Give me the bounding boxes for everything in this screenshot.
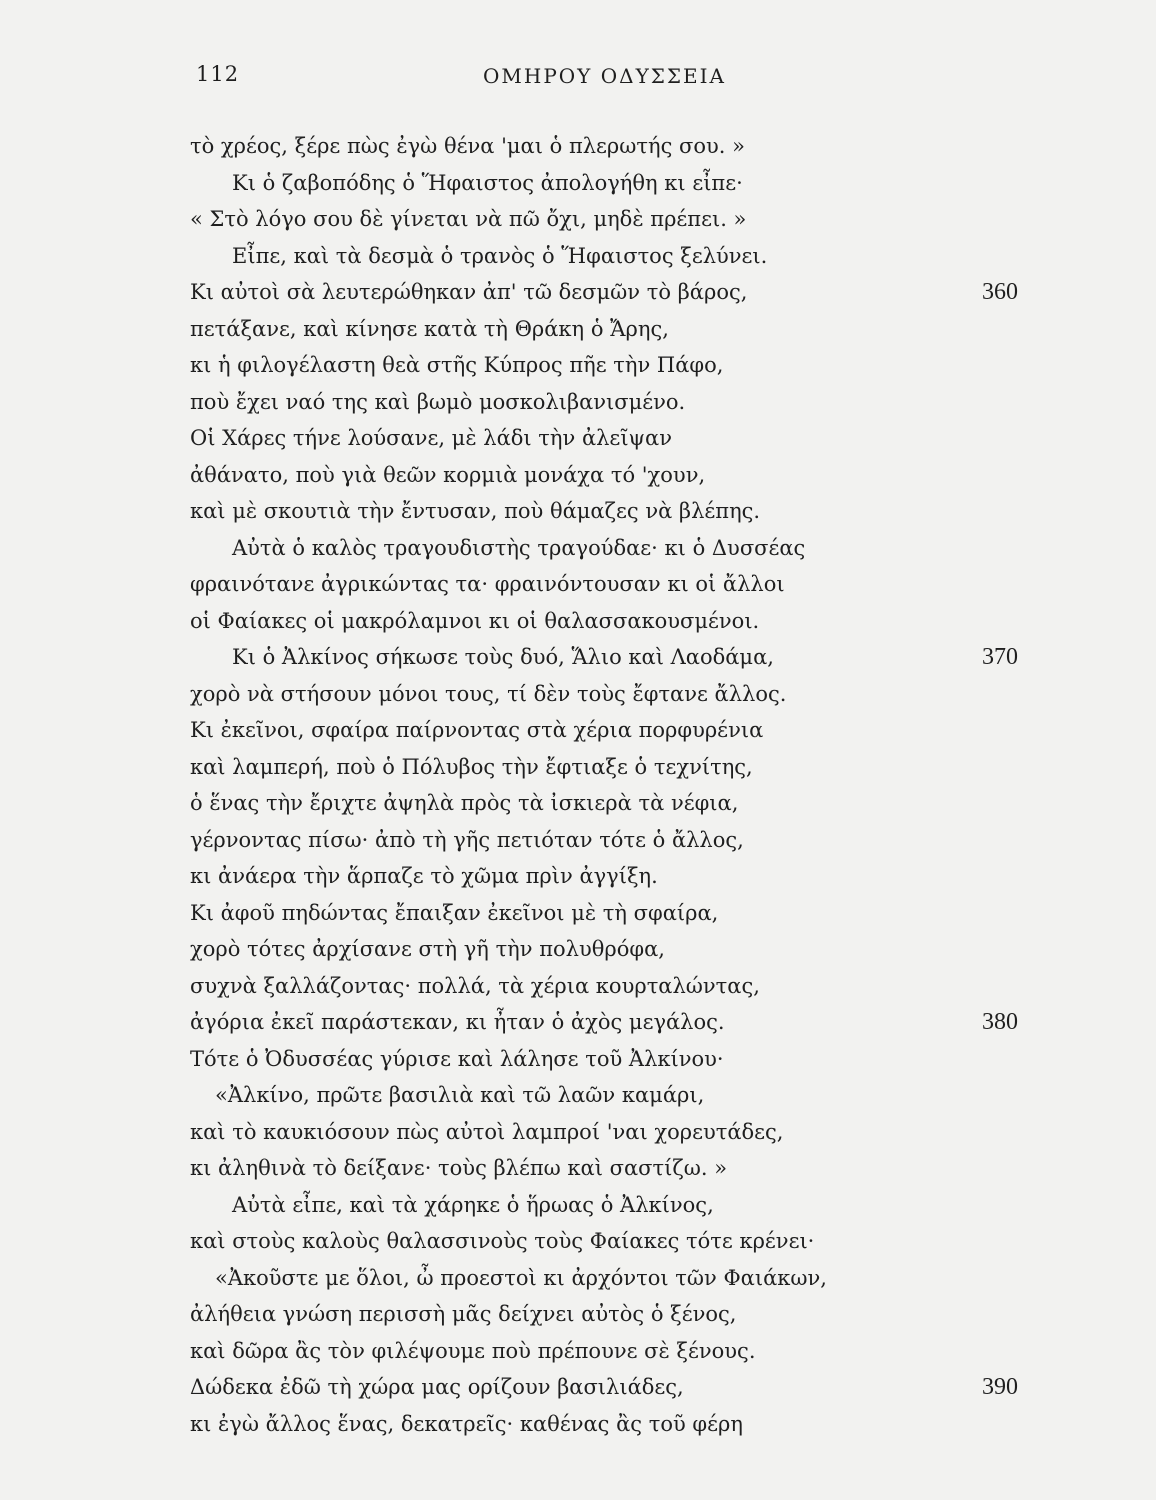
verse-text: Οἱ Χάρες τήνε λούσανε, μὲ λάδι τὴν ἀλεῖψαν [190,426,672,450]
verse-line [0,1004,1156,1041]
verse-line [0,128,1156,165]
verse-text: Εἶπε, καὶ τὰ δεσμὰ ὁ τρανὸς ὁ Ἥφαιστος ξελύνει. [232,243,768,268]
verse-line [0,384,1156,421]
verse-line [0,201,1156,238]
verse-text: τὸ χρέος, ξέρε πὼς ἐγὼ θένα 'μαι ὁ πλερωτής σου. » [190,134,745,158]
verse-text: καὶ στοὺς καλοὺς θαλασσινοὺς τοὺς Φαίακες τότε κρένει· [190,1229,815,1253]
verse-text: « Στὸ λόγο σου δὲ γίνεται νὰ πῶ ὄχι, μηδὲ πρέπει. » [190,207,747,231]
verse-line [0,457,1156,494]
verse-line [0,1150,1156,1187]
verse-text: καὶ μὲ σκουτιὰ τὴν ἔντυσαν, ποὺ θάμαζες νὰ βλέπης. [190,499,761,523]
verse-text: Δώδεκα ἐδῶ τὴ χώρα μας ορίζουν βασιλιάδες, [190,1375,684,1399]
line-number: 360 [982,279,1018,305]
verse-line [0,493,1156,530]
verse-text: φραινότανε ἀγρικώντας τα· φραινόντουσαν κι οἱ ἄλλοι [190,572,785,596]
verse-line [0,822,1156,859]
verse-line [0,1369,1156,1406]
verse-line [0,1077,1156,1114]
verse-line [0,165,1156,202]
verse-text: Κι ὁ Ἀλκίνος σήκωσε τοὺς δυό, Ἅλιο καὶ Λαοδάμα, [232,645,774,669]
verse-text: Κι ἀφοῦ πηδώντας ἔπαιξαν ἐκεῖνοι μὲ τὴ σφαίρα, [190,900,719,925]
verse-text: καὶ δῶρα ἂς τὸν φιλέψουμε ποὺ πρέπουνε σὲ ξένους. [190,1338,756,1363]
verse-text: χορὸ νὰ στήσουν μόνοι τους, τί δὲν τοὺς ἔφτανε ἄλλος. [190,681,787,706]
verse-text: κι ἀνάερα τὴν ἅρπαζε τὸ χῶμα πρὶν ἀγγίξη. [190,864,658,888]
verse-line [0,712,1156,749]
verse-line [0,566,1156,603]
verse-text: χορὸ τότες ἀρχίσανε στὴ γῆ τὴν πολυθρόφα, [190,937,665,961]
verse-text: Κι ἐκεῖνοι, σφαίρα παίρνοντας στὰ χέρια πορφυρένια [190,718,764,742]
line-number: 370 [982,644,1018,670]
verse-block [0,128,1156,1442]
verse-line [0,1406,1156,1443]
verse-text: καὶ τὸ καυκιόσουν πὼς αὐτοὶ λαμπροί 'ναι χορευτάδες, [190,1119,784,1144]
verse-line [0,530,1156,567]
verse-line [0,895,1156,932]
verse-line [0,1223,1156,1260]
verse-text: πετάξανε, καὶ κίνησε κατὰ τὴ Θράκη ὁ Ἄρης, [190,316,669,341]
verse-text: Αὐτὰ ὁ καλὸς τραγουδιστὴς τραγούδαε· κι ὁ Δυσσέας [232,535,806,560]
verse-line [0,785,1156,822]
verse-text: κι ἡ φιλογέλαστη θεὰ στῆς Κύπρος πῆε τὴν Πάφο, [190,353,724,377]
verse-line [0,968,1156,1005]
verse-line [0,676,1156,713]
line-number: 380 [982,1009,1018,1035]
verse-line [0,1296,1156,1333]
verse-text: ὁ ἕνας τὴν ἔριχτε ἀψηλὰ πρὸς τὰ ἰσκιερὰ τὰ νέφια, [190,791,739,815]
verse-text: γέρνοντας πίσω· ἀπὸ τὴ γῆς πετιόταν τότε ὁ ἄλλος, [190,827,744,852]
verse-line [0,238,1156,275]
line-number: 390 [982,1374,1018,1400]
verse-text: ἀγόρια ἐκεῖ παράστεκαν, κι ἦταν ὁ ἀχὸς μεγάλος. [190,1010,725,1034]
verse-text: οἱ Φαίακες οἱ μακρόλαμνοι κι οἱ θαλασσακουσμένοι. [190,608,760,633]
verse-text: Κι αὐτοὶ σὰ λευτερώθηκαν ἀπ' τῶ δεσμῶν τὸ βάρος, [190,280,748,304]
verse-text: Τότε ὁ Ὀδυσσέας γύρισε καὶ λάλησε τοῦ Ἀλκίνου· [190,1046,724,1071]
verse-line [0,420,1156,457]
verse-text: Κι ὁ ζαβοπόδης ὁ Ἥφαιστος ἀπολογήθη κι εἶπε· [232,170,743,195]
verse-line [0,858,1156,895]
verse-line [0,311,1156,348]
verse-text: συχνὰ ξαλλάζοντας· πολλά, τὰ χέρια κουρταλώντας, [190,973,760,998]
verse-text: «Ἀλκίνο, πρῶτε βασιλιὰ καὶ τῶ λαῶν καμάρι, [215,1083,705,1107]
verse-line [0,1333,1156,1370]
verse-line [0,1114,1156,1151]
verse-line [0,274,1156,311]
verse-text: ἀθάνατο, ποὺ γιὰ θεῶν κορμιὰ μονάχα τό 'χουν, [190,462,706,487]
verse-text: ποὺ ἔχει ναό της καὶ βωμὸ μοσκολιβανισμένο. [190,389,686,414]
verse-line [0,931,1156,968]
running-head [0,62,1156,102]
verse-line [0,603,1156,640]
verse-text: ἀλήθεια γνώση περισσὴ μᾶς δείχνει αὐτὸς ὁ ξένος, [190,1302,737,1326]
verse-line [0,1041,1156,1078]
verse-text: κι ἀληθινὰ τὸ δείξανε· τοὺς βλέπω καὶ σαστίζω. » [190,1156,728,1180]
verse-text: «Ἀκοῦστε με ὅλοι, ὦ προεστοὶ κι ἀρχόντοι τῶν Φαιάκων, [215,1265,827,1290]
verse-line [0,749,1156,786]
verse-line [0,639,1156,676]
verse-line [0,1187,1156,1224]
verse-text: κι ἐγὼ ἄλλος ἕνας, δεκατρεῖς· καθένας ἂς τοῦ φέρη [190,1411,743,1436]
verse-text: καὶ λαμπερή, ποὺ ὁ Πόλυβος τὴν ἔφτιαξε ὁ τεχνίτης, [190,754,753,779]
verse-line [0,347,1156,384]
book-title: ΟΜΗΡΟΥ ΟΔΥΣΣΕΙΑ [483,64,726,88]
page-number: 112 [196,62,240,86]
verse-line [0,1260,1156,1297]
verse-text: Αὐτὰ εἶπε, καὶ τὰ χάρηκε ὁ ἥρωας ὁ Ἀλκίνος, [232,1192,714,1217]
